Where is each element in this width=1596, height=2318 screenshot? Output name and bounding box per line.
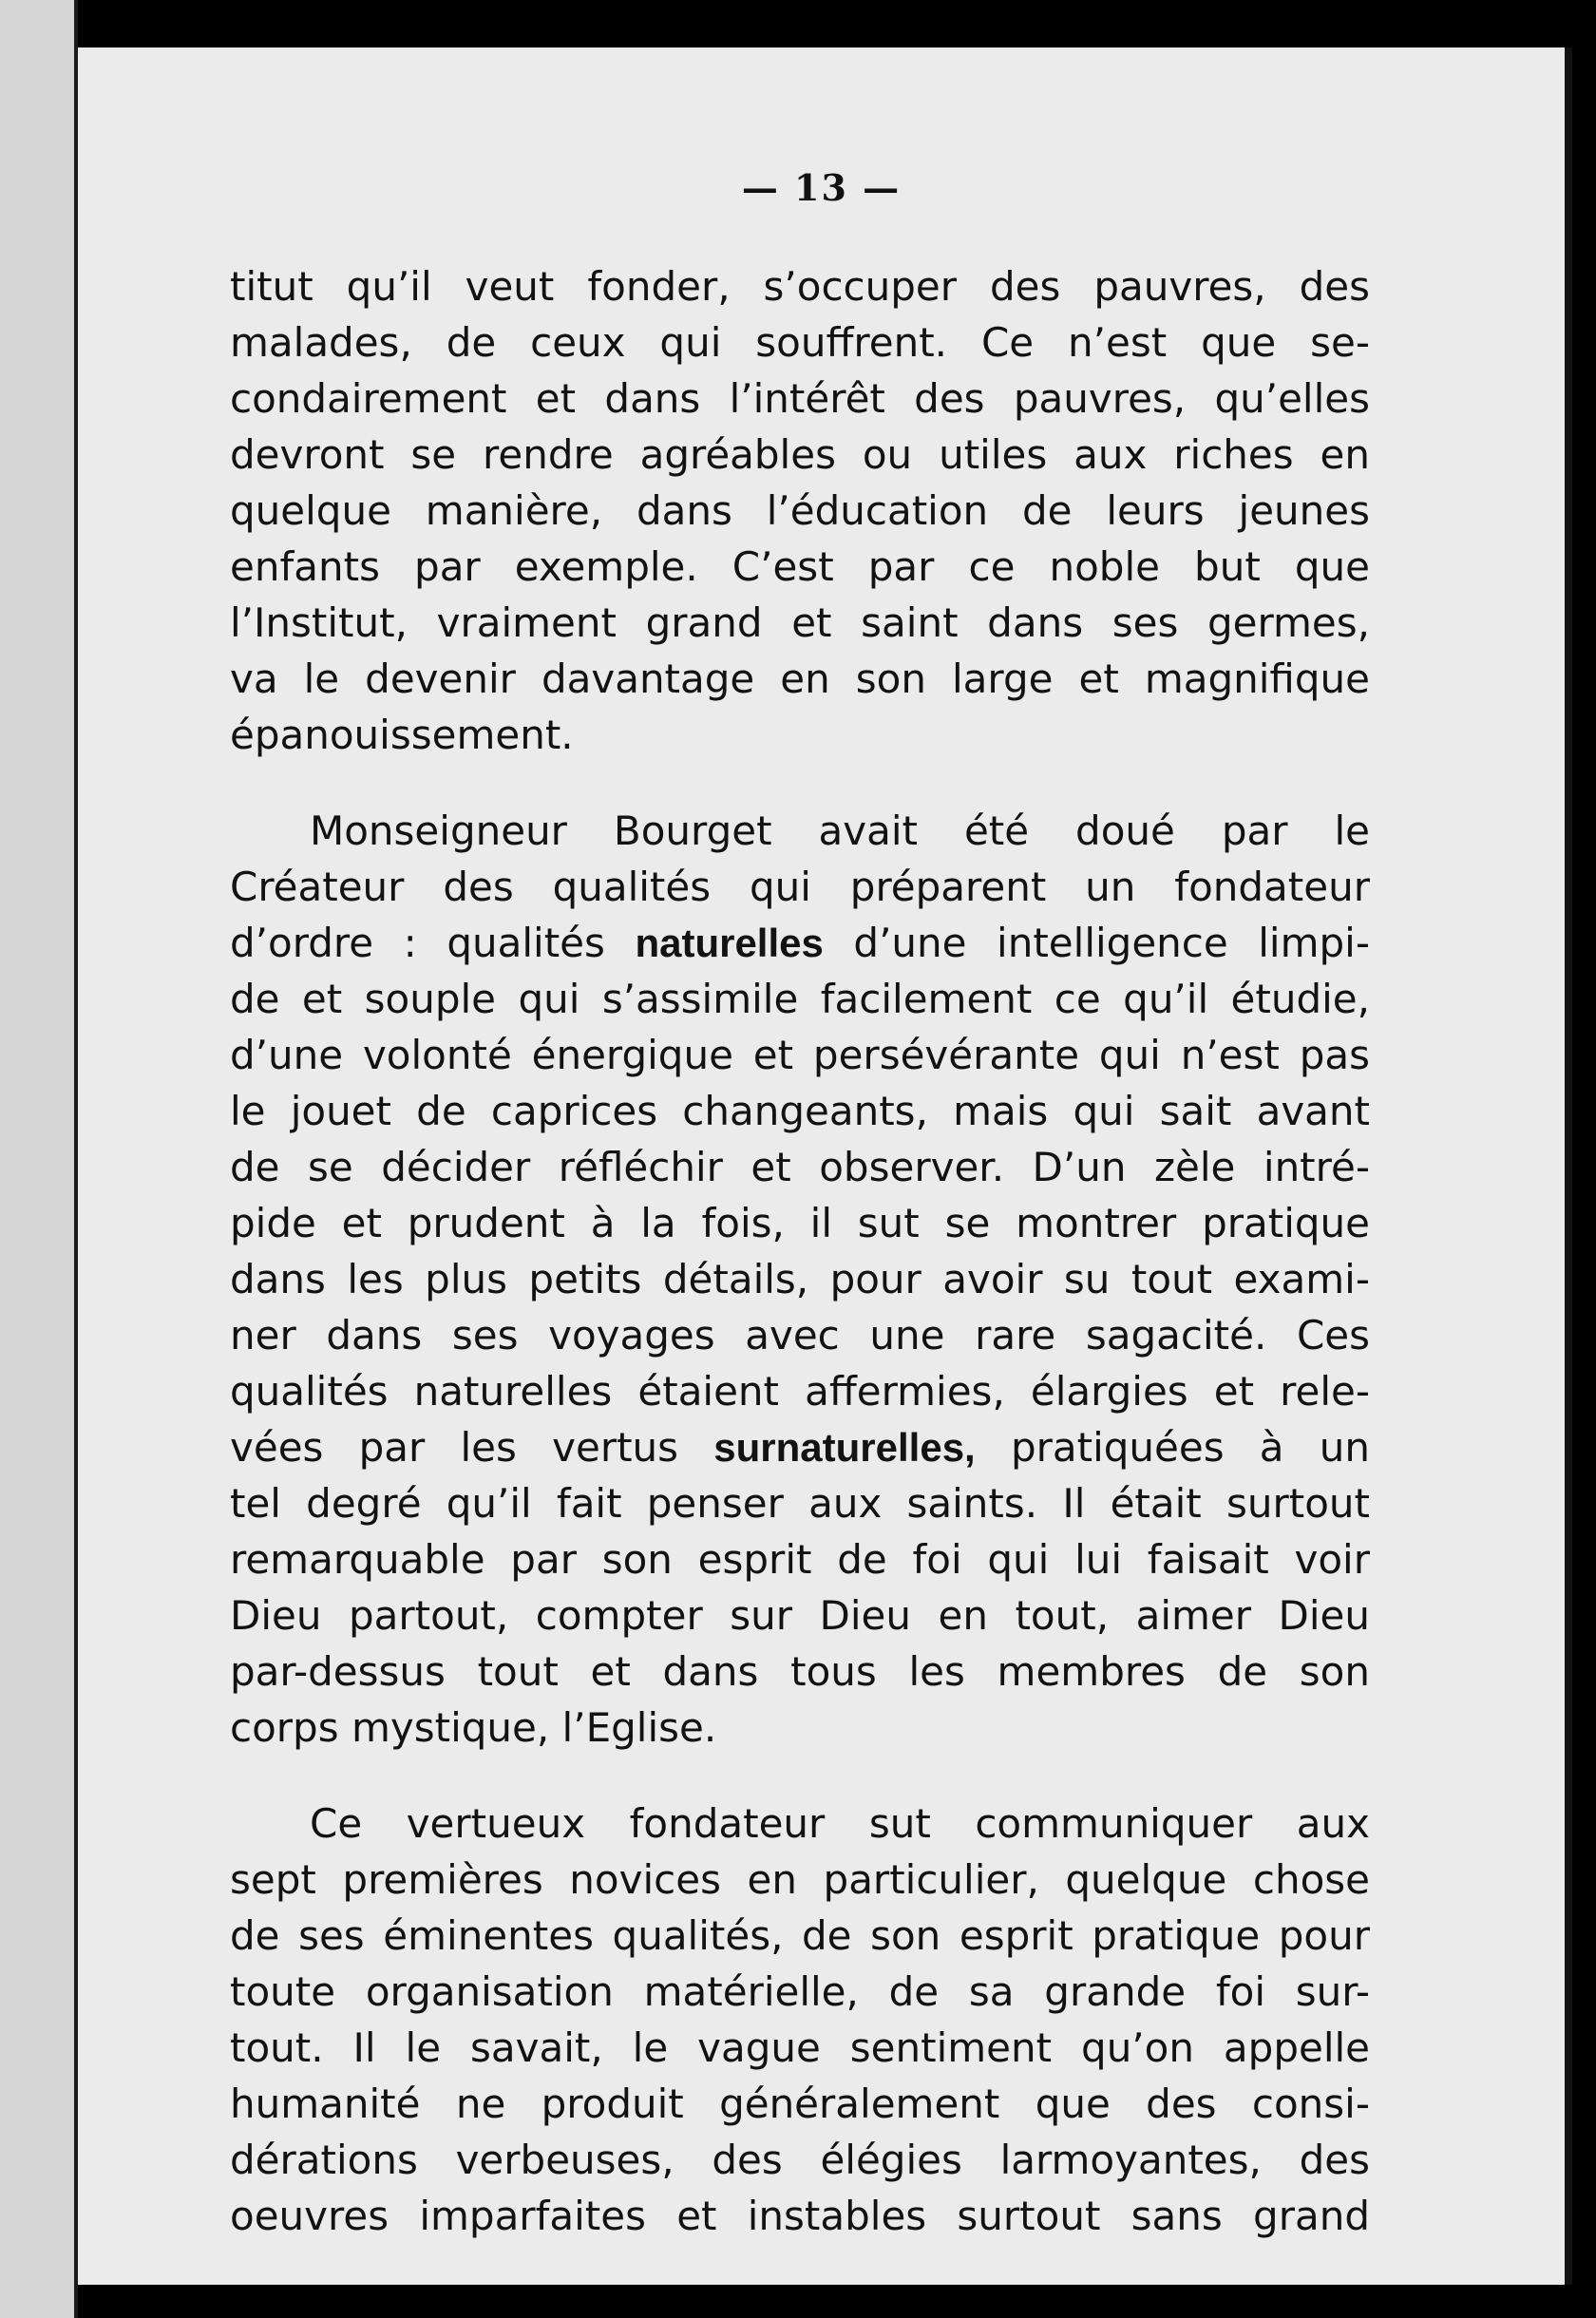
text-line: titut qu’il veut fonder, s’occuper des pauvres, des xyxy=(230,263,1370,310)
text-line xyxy=(230,1419,1370,1475)
text-line: va le devenir davantage en son large et magnifique xyxy=(230,656,1370,702)
text-line: Monseigneur Bourget avait été doué par le xyxy=(310,808,1370,854)
paragraph-2 xyxy=(230,803,1370,1756)
text-line: par-dessus tout et dans tous les membres de son xyxy=(230,1648,1370,1695)
text-line: malades, de ceux qui souffrent. Ce n’est que se- xyxy=(230,319,1370,366)
paragraph-3 xyxy=(230,1796,1370,2244)
text-line: de et souple qui s’assimile facilement ce qu’il étudie, xyxy=(230,976,1370,1022)
text-line: corps mystique, l’Eglise. xyxy=(230,1704,717,1751)
text-line: condairement et dans l’intérêt des pauvres, qu’elles xyxy=(230,375,1370,422)
text-line: tel degré qu’il fait penser aux saints. Il était surtout xyxy=(230,1480,1370,1527)
bold-term-naturelles: naturelles xyxy=(635,921,824,965)
text-segment: pratiquées à un xyxy=(975,1424,1371,1471)
body-text xyxy=(230,258,1370,2284)
text-line: Créateur des qualités qui préparent un fondateur xyxy=(230,864,1370,910)
text-line: d’une volonté énergique et persévérante qui n’est pas xyxy=(230,1032,1370,1078)
text-line: de ses éminentes qualités, de son esprit pratique pour xyxy=(230,1912,1370,1959)
paragraph-1 xyxy=(230,258,1370,763)
text-line: Ce vertueux fondateur sut communiquer aux xyxy=(310,1800,1370,1847)
text-line: remarquable par son esprit de foi qui lui faisait voir xyxy=(230,1536,1370,1583)
text-line: le jouet de caprices changeants, mais qui sait avant xyxy=(230,1088,1370,1134)
text-line: quelque manière, dans l’éducation de leurs jeunes xyxy=(230,487,1370,534)
text-segment: d’ordre : qualités xyxy=(230,920,636,966)
text-line: sept premières novices en particulier, quelque chose xyxy=(230,1856,1370,1903)
text-line: dérations verbeuses, des élégies larmoyantes, des xyxy=(230,2137,1370,2183)
book-binding-edge xyxy=(0,0,78,2318)
text-line: humanité ne produit généralement que des consi- xyxy=(230,2080,1370,2127)
text-line: oeuvres imparfaites et instables surtout sans grand xyxy=(230,2193,1370,2239)
text-line: pide et prudent à la fois, il sut se montrer pratique xyxy=(230,1200,1370,1246)
text-segment: vées par les vertus xyxy=(230,1424,714,1471)
text-line: enfants par exemple. C’est par ce noble but que xyxy=(230,543,1370,590)
text-line: tout. Il le savait, le vague sentiment qu’on appelle xyxy=(230,2024,1370,2071)
bold-term-surnaturelles: surnaturelles, xyxy=(713,1425,976,1470)
text-line: ner dans ses voyages avec une rare sagacité. Ces xyxy=(230,1312,1370,1358)
book-page xyxy=(78,48,1565,2285)
text-line: Dieu partout, compter sur Dieu en tout, aimer Dieu xyxy=(230,1592,1370,1639)
page-number: — 13 — xyxy=(741,166,902,209)
text-line: devront se rendre agréables ou utiles aux riches en xyxy=(230,431,1370,478)
text-line: épanouissement. xyxy=(230,712,574,758)
text-segment: d’une intelligence limpi- xyxy=(823,920,1370,966)
text-line: toute organisation matérielle, de sa grande foi sur- xyxy=(230,1968,1370,2015)
text-line: de se décider réfléchir et observer. D’un zèle intré- xyxy=(230,1144,1370,1190)
text-line: l’Institut, vraiment grand et saint dans ses germes, xyxy=(230,599,1370,646)
text-line: dans les plus petits détails, pour avoir su tout exami- xyxy=(230,1256,1370,1302)
text-line: qualités naturelles étaient affermies, élargies et rele- xyxy=(230,1368,1370,1415)
text-line xyxy=(230,915,1370,971)
